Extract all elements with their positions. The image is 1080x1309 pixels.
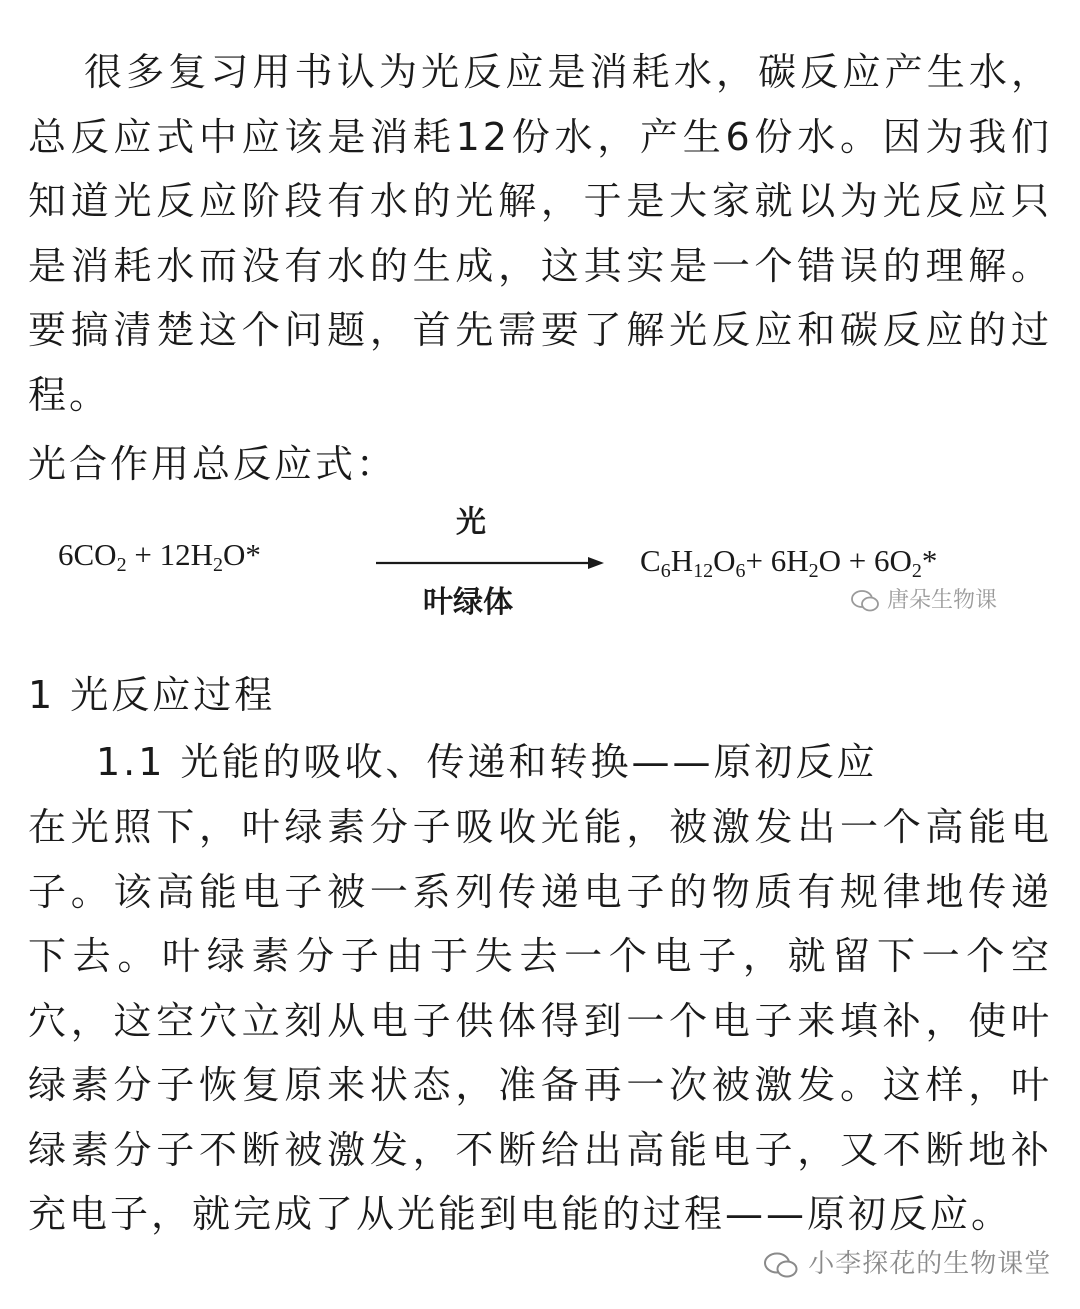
reactant-h2o-tail: O* (222, 537, 261, 572)
product-water-subscript: 2 (808, 560, 819, 582)
image-watermark-text: 唐朵生物课 (887, 588, 998, 613)
product-glucose-c: C (640, 543, 661, 578)
reactant-h2o-subscript: 2 (212, 554, 223, 576)
image-watermark (850, 583, 997, 614)
equation-products (640, 543, 937, 583)
condition-chloroplast: 叶绿体 (423, 585, 513, 620)
body-paragraph: 在光照下，叶绿素分子吸收光能，被激发出一个高能电子。该高能电子被一系列传递电子的物质有规律地传递下去。叶绿素分子由于失去一个电子，就留下一个空穴，这空穴立刻从电子供体得到一个电子来填补，使叶绿素分子恢复原来状态，准备再一次被激发。这样，叶绿素分子不断被激发，不断给出高能电子，又不断地补充电子，就完成了从光能到电能的过程——原初反应。 (28, 805, 1052, 1236)
equation-plus: + (745, 543, 771, 578)
intro-paragraph: 很多复习用书认为光反应是消耗水，碳反应产生水，总反应式中应该是消耗12份水，产生6份水。因为我们知道光反应阶段有水的光解，于是大家就以为光反应只是消耗水而没有水的生成，这其实是一个错误的理解。要搞清楚这个问题，首先需要了解光反应和碳反应的过程。 (28, 50, 1052, 417)
footer-watermark (763, 1243, 1051, 1280)
product-water-oxygen: O + 6O (818, 543, 912, 578)
product-water: 6H (770, 543, 809, 578)
wechat-icon (763, 1250, 799, 1280)
product-oxygen-star: * (921, 543, 938, 578)
product-glucose-o: O (713, 543, 736, 578)
product-glucose-c-subscript: 6 (660, 560, 671, 582)
footer-watermark-text: 小李探花的生物课堂 (808, 1249, 1052, 1279)
product-glucose-o-subscript: 6 (735, 560, 746, 582)
reactant-h2o: 12H (159, 537, 213, 572)
product-glucose-h: H (670, 543, 694, 578)
section-heading: 1 光反应过程 (28, 673, 276, 717)
reactant-co2: 6CO (58, 537, 117, 572)
formula-label: 光合作用总反应式： (28, 442, 398, 486)
equation-reactants (58, 537, 261, 577)
subsection-heading: 1.1 光能的吸收、传递和转换——原初反应 (96, 740, 878, 784)
wechat-icon (850, 588, 880, 614)
photosynthesis-equation (0, 495, 1080, 645)
product-glucose-h-subscript: 12 (693, 560, 714, 582)
equation-plus: + (126, 537, 160, 572)
product-oxygen-subscript: 2 (911, 560, 922, 582)
reactant-co2-subscript: 2 (116, 554, 127, 576)
condition-light: 光 (456, 505, 486, 540)
